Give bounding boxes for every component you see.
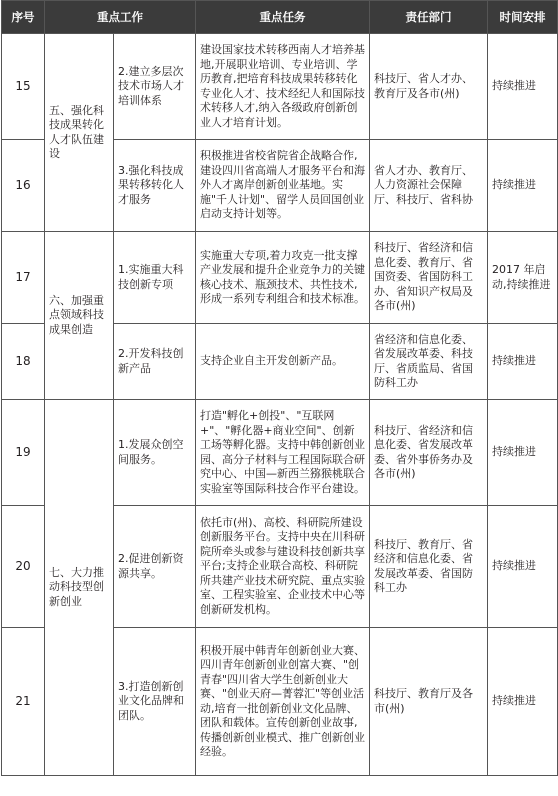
task-text: 依托市(州)、高校、科研院所建设创新服务平台。支持中央在川科研院所牵头或参与建设科技创新共享平台;支持企业联合高校、科研院所共建产业技术研究院、重点实验室、工程实验室、企业技术中心等创新研发机构。 <box>196 506 370 628</box>
work-item: 2.建立多层次技术市场人才培训体系 <box>114 34 196 140</box>
time-text: 持续推进 <box>488 628 558 776</box>
row-number: 17 <box>2 232 45 324</box>
table-row <box>2 34 558 140</box>
dept-text: 科技厅、省经济和信息化委、省发展改革委、省外事侨务办及各市(州) <box>370 400 488 506</box>
dept-text: 科技厅、教育厅及各市(州) <box>370 628 488 776</box>
row-number: 21 <box>2 628 45 776</box>
work-item: 1.实施重大科技创新专项 <box>114 232 196 324</box>
time-text: 持续推进 <box>488 140 558 232</box>
table-row <box>2 400 558 506</box>
row-number: 20 <box>2 506 45 628</box>
row-number: 15 <box>2 34 45 140</box>
dept-text: 科技厅、省经济和信息化委、教育厅、省国资委、省国防科工办、省知识产权局及各市(州) <box>370 232 488 324</box>
group-label: 七、大力推动科技型创新创业 <box>45 400 114 776</box>
dept-text: 科技厅、教育厅、省经济和信息化委、省发展改革委、省国防科工办 <box>370 506 488 628</box>
task-table <box>1 0 558 776</box>
header-task: 重点任务 <box>196 1 370 34</box>
time-text: 持续推进 <box>488 506 558 628</box>
task-text: 积极开展中韩青年创新创业大赛、四川青年创新创业创富大赛、"创青春"四川省大学生创新创业大赛、"创业天府—菁蓉汇"等创业活动,培育一批创新创业文化品牌、团队和载体。宣传创新创业故事,传播创新创业模式、推广创新创业经验。 <box>196 628 370 776</box>
work-item: 2.促进创新资源共享。 <box>114 506 196 628</box>
work-item: 3.强化科技成果转移转化人才服务 <box>114 140 196 232</box>
header-time: 时间安排 <box>488 1 558 34</box>
header-row <box>2 1 558 34</box>
work-item: 2.开发科技创新产品 <box>114 324 196 400</box>
task-text: 打造"孵化+创投"、"互联网+"、"孵化器+商业空间"、创新工场等孵化器。支持中韩创新创业园、高分子材料与工程国际联合研究中心、中国—新西兰猕猴桃联合实验室等国际科技合作平台建设。 <box>196 400 370 506</box>
time-text: 持续推进 <box>488 34 558 140</box>
group-label: 五、强化科技成果转化人才队伍建设 <box>45 34 114 232</box>
task-text: 建设国家技术转移西南人才培养基地,开展职业培训、专业培训、学历教育,把培育科技成果转移转化专业化人才、技术经纪人和国际技术转移人才,纳入各级政府创新创业人才培育计划。 <box>196 34 370 140</box>
header-dept: 责任部门 <box>370 1 488 34</box>
row-number: 16 <box>2 140 45 232</box>
header-work: 重点工作 <box>45 1 196 34</box>
dept-text: 科技厅、省人才办、教育厅及各市(州) <box>370 34 488 140</box>
dept-text: 省人才办、教育厅、人力资源社会保障厅、科技厅、省科协 <box>370 140 488 232</box>
group-label: 六、加强重点领域科技成果创造 <box>45 232 114 400</box>
task-text: 积极推进省校省院省企战略合作,建设四川省高端人才服务平台和海外人才离岸创新创业基地。实施"千人计划"、留学人员回国创业启动支持计划等。 <box>196 140 370 232</box>
task-text: 实施重大专项,着力攻克一批支撑产业发展和提升企业竞争力的关键核心技术、瓶颈技术、共性技术,形成一系列专利组合和技术标准。 <box>196 232 370 324</box>
work-item: 1.发展众创空间服务。 <box>114 400 196 506</box>
dept-text: 省经济和信息化委、省发展改革委、科技厅、省质监局、省国防科工办 <box>370 324 488 400</box>
row-number: 18 <box>2 324 45 400</box>
row-number: 19 <box>2 400 45 506</box>
table-row <box>2 232 558 324</box>
time-text: 持续推进 <box>488 400 558 506</box>
task-text: 支持企业自主开发创新产品。 <box>196 324 370 400</box>
header-num: 序号 <box>2 1 45 34</box>
time-text: 持续推进 <box>488 324 558 400</box>
work-item: 3.打造创新创业文化品牌和团队。 <box>114 628 196 776</box>
time-text: 2017 年启动,持续推进 <box>488 232 558 324</box>
